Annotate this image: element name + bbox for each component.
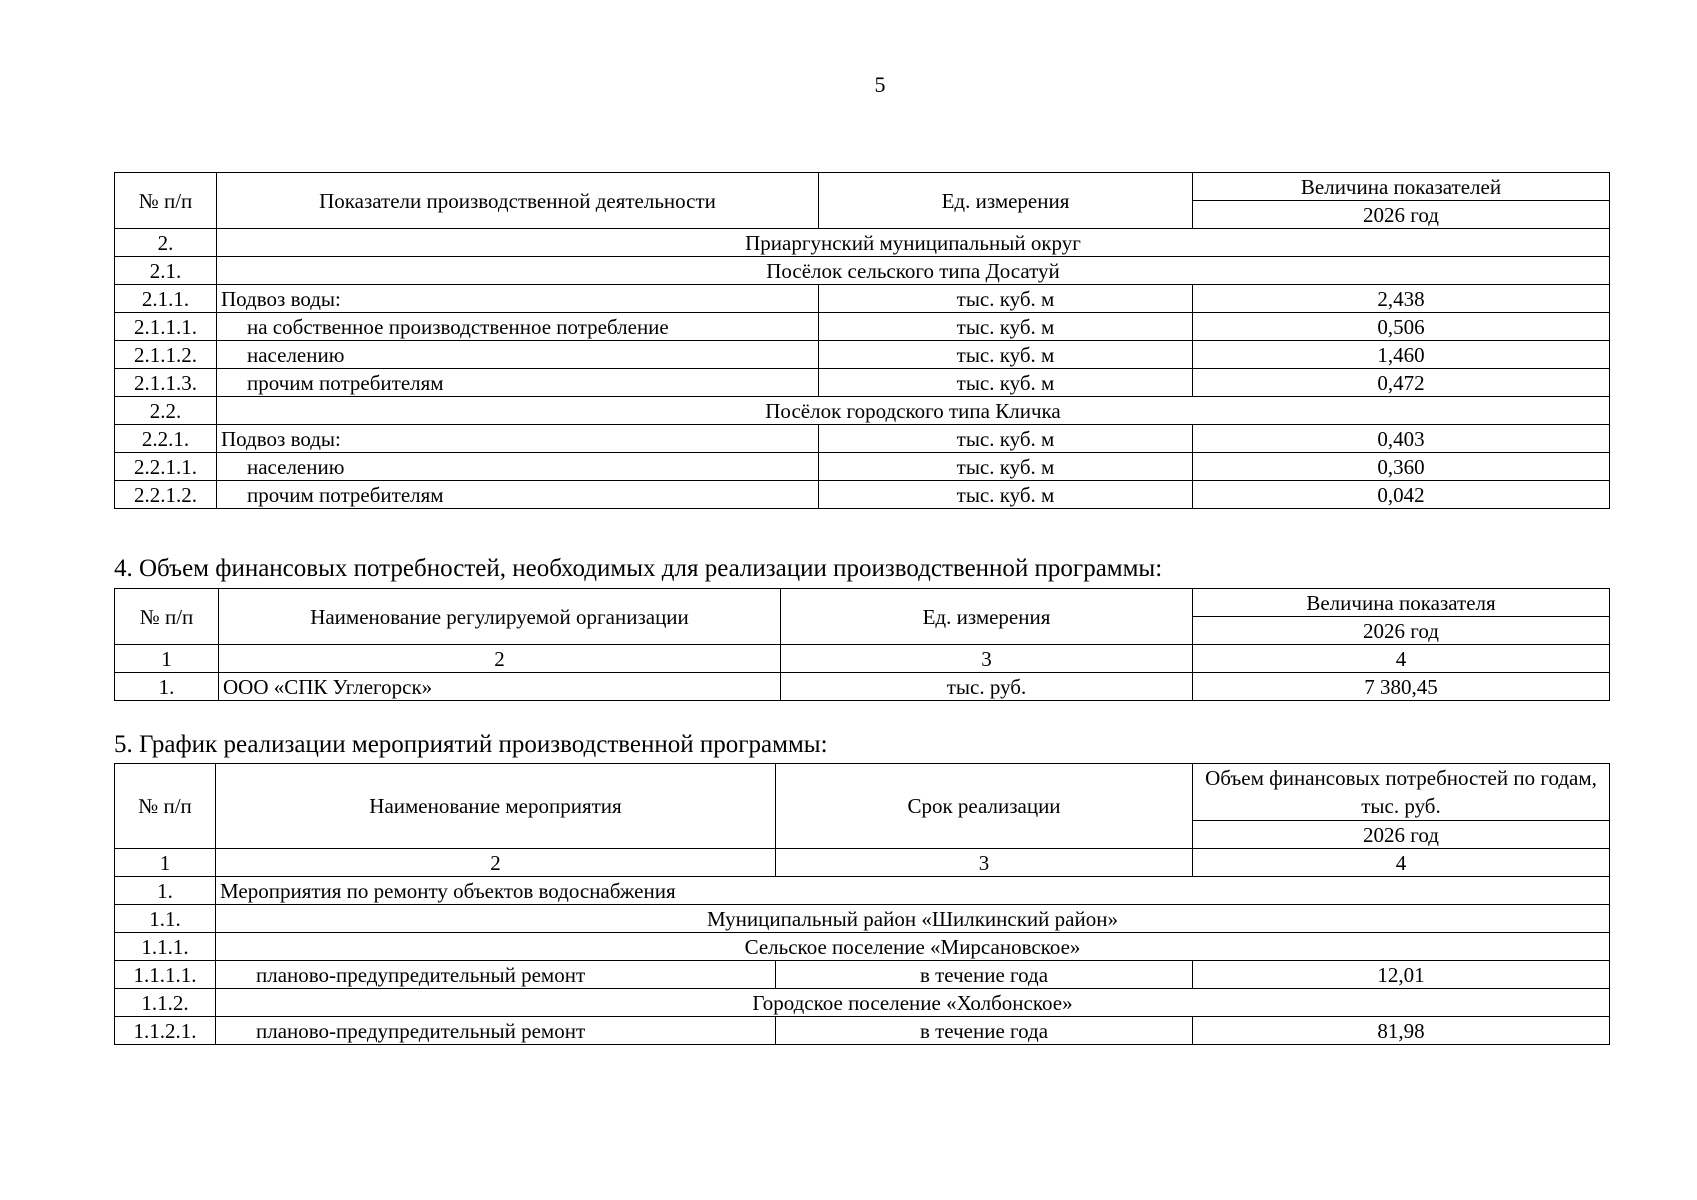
row-label: Подвоз воды: — [217, 285, 819, 313]
row-unit: тыс. куб. м — [819, 341, 1193, 369]
col-number: 1 — [115, 645, 219, 673]
table-row — [115, 369, 1610, 397]
row-section-title: Посёлок городского типа Кличка — [217, 397, 1610, 425]
row-unit: тыс. руб. — [781, 673, 1193, 701]
row-num: 1. — [115, 673, 219, 701]
col-number: 3 — [781, 645, 1193, 673]
row-unit: тыс. куб. м — [819, 285, 1193, 313]
section-4-heading: 4. Объем финансовых потребностей, необходимых для реализации производственной программы: — [114, 555, 1163, 582]
row-value: 0,360 — [1193, 453, 1610, 481]
row-section-title: Посёлок сельского типа Досатуй — [217, 257, 1610, 285]
header-year: 2026 год — [1193, 201, 1610, 229]
header-unit: Ед. измерения — [819, 173, 1193, 229]
header-year: 2026 год — [1193, 617, 1610, 645]
row-term: в течение года — [776, 961, 1193, 989]
col-number: 2 — [216, 849, 776, 877]
row-num: 2.1. — [115, 257, 217, 285]
section-row — [115, 989, 1610, 1017]
col-number: 3 — [776, 849, 1193, 877]
col-number: 1 — [115, 849, 216, 877]
row-label: на собственное производственное потребление — [217, 313, 819, 341]
financial-needs-table — [114, 588, 1610, 701]
row-value: 0,403 — [1193, 425, 1610, 453]
table-row — [115, 1017, 1610, 1045]
header-term: Срок реализации — [776, 764, 1193, 849]
row-label: населению — [217, 341, 819, 369]
row-section-title: Сельское поселение «Мирсановское» — [216, 933, 1610, 961]
table-header-row — [115, 764, 1610, 821]
row-value: 0,472 — [1193, 369, 1610, 397]
row-group-title: Мероприятия по ремонту объектов водоснабжения — [216, 877, 1610, 905]
row-num: 1.1. — [115, 905, 216, 933]
row-term: в течение года — [776, 1017, 1193, 1045]
table-row — [115, 453, 1610, 481]
row-num: 2.2.1.2. — [115, 481, 217, 509]
section-row — [115, 877, 1610, 905]
table-row — [115, 285, 1610, 313]
row-num: 2.2.1. — [115, 425, 217, 453]
header-value-group: Величина показателей — [1193, 173, 1610, 201]
row-label: Подвоз воды: — [217, 425, 819, 453]
header-org: Наименование регулируемой организации — [219, 589, 781, 645]
row-value: 12,01 — [1193, 961, 1610, 989]
row-num: 2.1.1.2. — [115, 341, 217, 369]
row-num: 1. — [115, 877, 216, 905]
row-section-title: Городское поселение «Холбонское» — [216, 989, 1610, 1017]
header-value-group: Объем финансовых потребностей по годам, тыс. руб. — [1193, 764, 1610, 821]
row-num: 2. — [115, 229, 217, 257]
header-year: 2026 год — [1193, 821, 1610, 849]
table-header-row — [115, 173, 1610, 201]
col-number: 2 — [219, 645, 781, 673]
table-row — [115, 341, 1610, 369]
row-num: 2.1.1.1. — [115, 313, 217, 341]
header-num: № п/п — [115, 764, 216, 849]
production-indicators-table — [114, 172, 1610, 509]
header-unit: Ед. измерения — [781, 589, 1193, 645]
section-5-heading: 5. График реализации мероприятий производственной программы: — [114, 731, 828, 758]
page-number: 5 — [874, 72, 886, 97]
row-label: прочим потребителям — [217, 481, 819, 509]
row-unit: тыс. куб. м — [819, 453, 1193, 481]
row-value: 0,042 — [1193, 481, 1610, 509]
header-num: № п/п — [115, 589, 219, 645]
row-num: 1.1.2.1. — [115, 1017, 216, 1045]
row-value: 1,460 — [1193, 341, 1610, 369]
row-unit: тыс. куб. м — [819, 313, 1193, 341]
row-label: планово-предупредительный ремонт — [216, 961, 776, 989]
header-indicator: Показатели производственной деятельности — [217, 173, 819, 229]
section-row — [115, 933, 1610, 961]
table-row — [115, 961, 1610, 989]
row-value: 81,98 — [1193, 1017, 1610, 1045]
row-unit: тыс. куб. м — [819, 481, 1193, 509]
schedule-table — [114, 763, 1610, 1045]
row-org: ООО «СПК Углегорск» — [219, 673, 781, 701]
row-value: 7 380,45 — [1193, 673, 1610, 701]
row-value: 2,438 — [1193, 285, 1610, 313]
column-number-row — [115, 849, 1610, 877]
row-unit: тыс. куб. м — [819, 425, 1193, 453]
table-row — [115, 425, 1610, 453]
section-row — [115, 905, 1610, 933]
row-num: 1.1.1. — [115, 933, 216, 961]
table-row — [115, 481, 1610, 509]
row-section-title: Муниципальный район «Шилкинский район» — [216, 905, 1610, 933]
header-value-group: Величина показателя — [1193, 589, 1610, 617]
row-num: 2.1.1. — [115, 285, 217, 313]
row-section-title: Приаргунский муниципальный округ — [217, 229, 1610, 257]
row-label: населению — [217, 453, 819, 481]
column-number-row — [115, 645, 1610, 673]
row-num: 2.1.1.3. — [115, 369, 217, 397]
row-num: 2.2.1.1. — [115, 453, 217, 481]
row-label: прочим потребителям — [217, 369, 819, 397]
section-row — [115, 397, 1610, 425]
section-row — [115, 229, 1610, 257]
row-num: 1.1.2. — [115, 989, 216, 1017]
header-num: № п/п — [115, 173, 217, 229]
row-num: 2.2. — [115, 397, 217, 425]
table-row — [115, 313, 1610, 341]
section-row — [115, 257, 1610, 285]
table-row — [115, 673, 1610, 701]
header-name: Наименование мероприятия — [216, 764, 776, 849]
col-number: 4 — [1193, 849, 1610, 877]
row-value: 0,506 — [1193, 313, 1610, 341]
table-header-row — [115, 589, 1610, 617]
col-number: 4 — [1193, 645, 1610, 673]
row-label: планово-предупредительный ремонт — [216, 1017, 776, 1045]
row-unit: тыс. куб. м — [819, 369, 1193, 397]
row-num: 1.1.1.1. — [115, 961, 216, 989]
